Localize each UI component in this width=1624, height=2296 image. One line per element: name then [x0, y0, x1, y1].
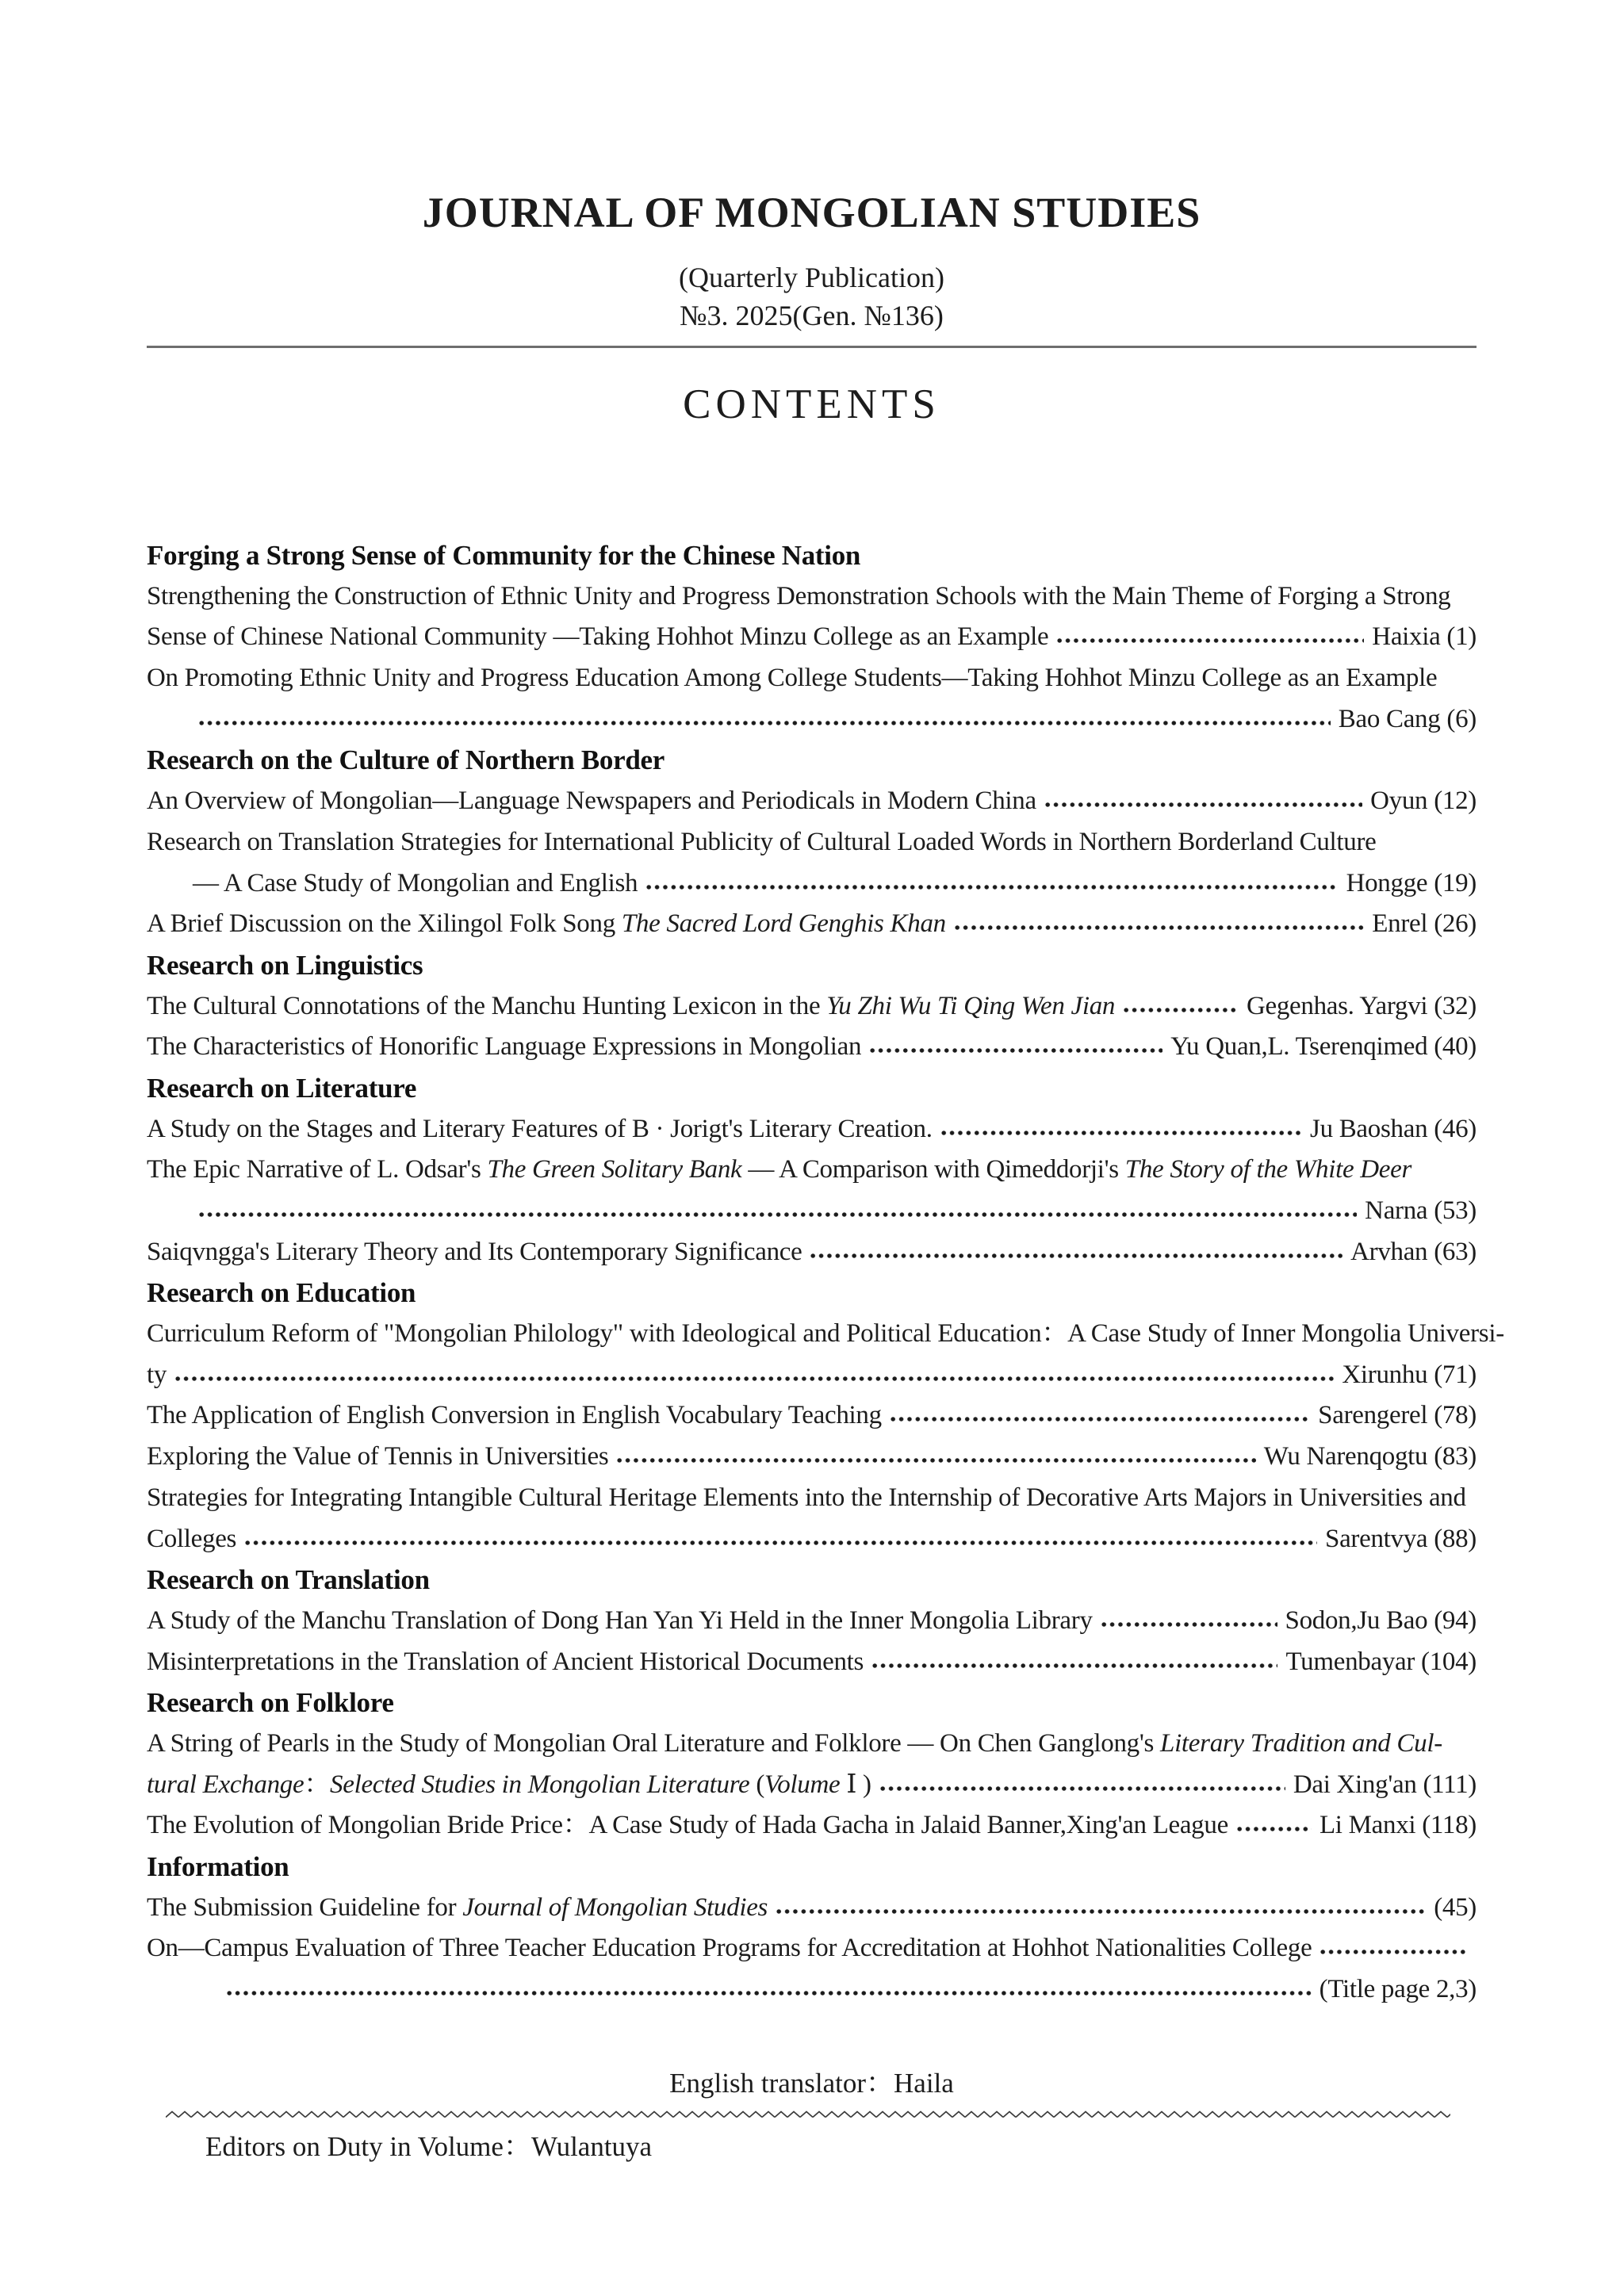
toc-entry-text: Colleges	[147, 1524, 237, 1553]
journal-subtitle: (Quarterly Publication)	[679, 262, 944, 293]
toc-author-page-ref: Hongge (19)	[1346, 868, 1477, 897]
toc-entry-text: ty	[147, 1360, 167, 1389]
contents-title: CONTENTS	[683, 381, 940, 427]
toc-row	[147, 1027, 1477, 1068]
toc-row	[147, 863, 1477, 905]
dotted-leader	[1044, 781, 1362, 822]
toc-entry-text: — A Case Study of Mongolian and English	[193, 868, 638, 897]
toc-row	[147, 1109, 1477, 1150]
toc-entry-text: Research on Translation Strategies for International Publicity of Cultural Loaded Words in Northern Borderland Culture	[147, 827, 1377, 856]
dotted-leader	[197, 1191, 1357, 1232]
toc-row	[147, 1150, 1477, 1191]
toc-entry-text: Exploring the Value of Tennis in Universities	[147, 1442, 609, 1471]
toc-author-page-ref: Sodon,Ju Bao (94)	[1285, 1605, 1477, 1635]
toc-row	[147, 1765, 1477, 1806]
dotted-leader	[1235, 1805, 1312, 1846]
toc-author-page-ref: Li Manxi (118)	[1319, 1811, 1477, 1840]
toc-row	[147, 1805, 1477, 1846]
toc-author-page-ref: Sarentvya (88)	[1325, 1524, 1477, 1553]
toc-entry-text: Saiqvngga's Literary Theory and Its Contemporary Significance	[147, 1237, 802, 1266]
toc-row	[147, 1191, 1477, 1232]
toc-author-page-ref: Bao Cang (6)	[1338, 704, 1477, 733]
dotted-leader	[1055, 617, 1364, 658]
dotted-leader	[868, 1027, 1162, 1068]
dotted-leader	[243, 1519, 1317, 1560]
toc-author-page-ref: Sarengerel (78)	[1318, 1401, 1477, 1430]
toc-row	[147, 1601, 1477, 1642]
toc-row	[147, 1642, 1477, 1683]
toc-row	[147, 904, 1477, 945]
toc-row	[147, 1395, 1477, 1437]
toc-section-heading: Research on Translation	[147, 1564, 430, 1596]
header-rule	[147, 346, 1477, 348]
dotted-leader	[1122, 986, 1239, 1027]
toc-entry-text: The Evolution of Mongolian Bride Price：A Case Study of Hada Gacha in Jalaid Banner,Xing'an League	[147, 1811, 1228, 1840]
journal-title: JOURNAL OF MONGOLIAN STUDIES	[422, 189, 1201, 236]
toc-row	[147, 1314, 1504, 1355]
toc-entry-text: On Promoting Ethnic Unity and Progress Education Among College Students—Taking Hohhot Minzu College as an Example	[147, 664, 1438, 693]
toc-row	[147, 1928, 1477, 1969]
translator-line: English translator：Haila	[669, 2067, 954, 2099]
toc-row	[147, 1969, 1477, 2011]
toc-section-heading: Research on Education	[147, 1277, 416, 1309]
toc-entry-text: Strategies for Integrating Intangible Cultural Heritage Elements into the Internship of Decorative Arts Majors in Universities and	[147, 1483, 1466, 1512]
journal-issue-line: №3. 2025(Gen. №136)	[680, 300, 944, 331]
toc-author-page-ref: (45)	[1434, 1892, 1477, 1922]
toc-author-page-ref: Tumenbayar (104)	[1285, 1647, 1477, 1676]
toc-section-heading: Research on Linguistics	[147, 949, 423, 981]
toc-section-heading: Research on Literature	[147, 1072, 417, 1104]
toc-row	[147, 1888, 1477, 1929]
toc-entry-text: The Epic Narrative of L. Odsar's The Green Solitary Bank — A Comparison with Qimeddorji's The Story of the White Deer	[147, 1155, 1412, 1184]
toc-row	[147, 1355, 1477, 1396]
toc-entry-text: An Overview of Mongolian—Language Newspapers and Periodicals in Modern China	[147, 786, 1036, 816]
toc-row	[147, 658, 1477, 699]
toc-row	[147, 986, 1477, 1027]
dotted-leader	[645, 863, 1338, 905]
toc-author-page-ref: Arvhan (63)	[1350, 1237, 1477, 1266]
toc-author-page-ref: Enrel (26)	[1372, 909, 1477, 939]
toc-section-heading: Forging a Strong Sense of Community for the Chinese Nation	[147, 540, 861, 571]
toc-entry-text: Strengthening the Construction of Ethnic Unity and Progress Demonstration Schools with the Main Theme of Forging a Strong	[147, 581, 1451, 610]
toc-row	[147, 617, 1477, 658]
toc-entry-text: On—Campus Evaluation of Three Teacher Education Programs for Accreditation at Hohhot Nationalities College	[147, 1934, 1312, 1963]
toc-row	[147, 576, 1477, 618]
toc-entry-text: tural Exchange：Selected Studies in Mongolian Literature (Volume Ⅰ )	[147, 1770, 871, 1799]
toc-entry-text: A Brief Discussion on the Xilingol Folk Song The Sacred Lord Genghis Khan	[147, 909, 946, 939]
dotted-leader	[615, 1437, 1255, 1478]
toc-row	[147, 699, 1477, 740]
toc-author-page-ref: Narna (53)	[1365, 1196, 1477, 1225]
toc-row	[147, 781, 1477, 822]
toc-row	[147, 1232, 1477, 1273]
toc-author-page-ref: Xirunhu (71)	[1342, 1360, 1477, 1389]
toc-entry-text: The Characteristics of Honorific Language Expressions in Mongolian	[147, 1032, 862, 1062]
toc-entry-text: The Application of English Conversion in English Vocabulary Teaching	[147, 1401, 882, 1430]
dotted-leader	[809, 1232, 1342, 1273]
toc-section-heading: Research on the Culture of Northern Border	[147, 744, 665, 776]
toc-list	[147, 535, 1504, 2011]
toc-author-page-ref: Wu Narenqogtu (83)	[1263, 1442, 1477, 1471]
toc-entry-text: A Study on the Stages and Literary Features of B · Jorigt's Literary Creation.	[147, 1114, 933, 1143]
toc-entry-text: The Submission Guideline for Journal of Mongolian Studies	[147, 1892, 768, 1922]
dotted-leader	[940, 1109, 1302, 1150]
toc-entry-text: Sense of Chinese National Community —Taking Hohhot Minzu College as an Example	[147, 622, 1049, 652]
toc-section-heading: Research on Folklore	[147, 1687, 394, 1719]
toc-row	[147, 1519, 1477, 1560]
toc-author-page-ref: Gegenhas. Yargvi (32)	[1246, 991, 1477, 1020]
toc-entry-text: Curriculum Reform of "Mongolian Philology" with Ideological and Political Education：A Case Study of Inner Mongolia Universi-	[147, 1319, 1504, 1349]
toc-row	[147, 1437, 1477, 1478]
dotted-leader	[889, 1395, 1310, 1437]
toc-entry-text: A Study of the Manchu Translation of Dong Han Yan Yi Held in the Inner Mongolia Library	[147, 1605, 1093, 1635]
dotted-leader	[197, 699, 1331, 740]
dotted-leader	[775, 1888, 1426, 1929]
dotted-leader	[1100, 1601, 1277, 1642]
toc-row	[147, 1478, 1477, 1519]
dotted-leader	[225, 1969, 1312, 2011]
dotted-leader	[174, 1355, 1334, 1396]
dotted-leader	[879, 1765, 1285, 1806]
dotted-leader	[871, 1642, 1277, 1683]
toc-row	[147, 1724, 1477, 1765]
zigzag-divider	[166, 2109, 1462, 2120]
toc-author-page-ref: Oyun (12)	[1370, 786, 1477, 816]
editors-on-duty-line: Editors on Duty in Volume：Wulantuya	[205, 2130, 653, 2162]
dotted-leader	[953, 904, 1364, 945]
toc-author-page-ref: Ju Baoshan (46)	[1310, 1114, 1477, 1143]
toc-entry-text: Misinterpretations in the Translation of Ancient Historical Documents	[147, 1647, 864, 1676]
toc-row	[147, 822, 1477, 863]
toc-entry-text: A String of Pearls in the Study of Mongolian Oral Literature and Folklore — On Chen Ganglong's Literary Tradition and Cul-	[147, 1728, 1442, 1758]
toc-entry-text: The Cultural Connotations of the Manchu Hunting Lexicon in the Yu Zhi Wu Ti Qing Wen Jian	[147, 991, 1116, 1020]
toc-author-page-ref: Yu Quan,L. Tserenqimed (40)	[1170, 1032, 1477, 1062]
toc-author-page-ref: Dai Xing'an (111)	[1293, 1770, 1477, 1799]
toc-author-page-ref: (Title page 2,3)	[1319, 1975, 1477, 2004]
toc-section-heading: Information	[147, 1851, 289, 1882]
dotted-leader	[1319, 1928, 1469, 1969]
toc-author-page-ref: Haixia (1)	[1372, 622, 1477, 652]
